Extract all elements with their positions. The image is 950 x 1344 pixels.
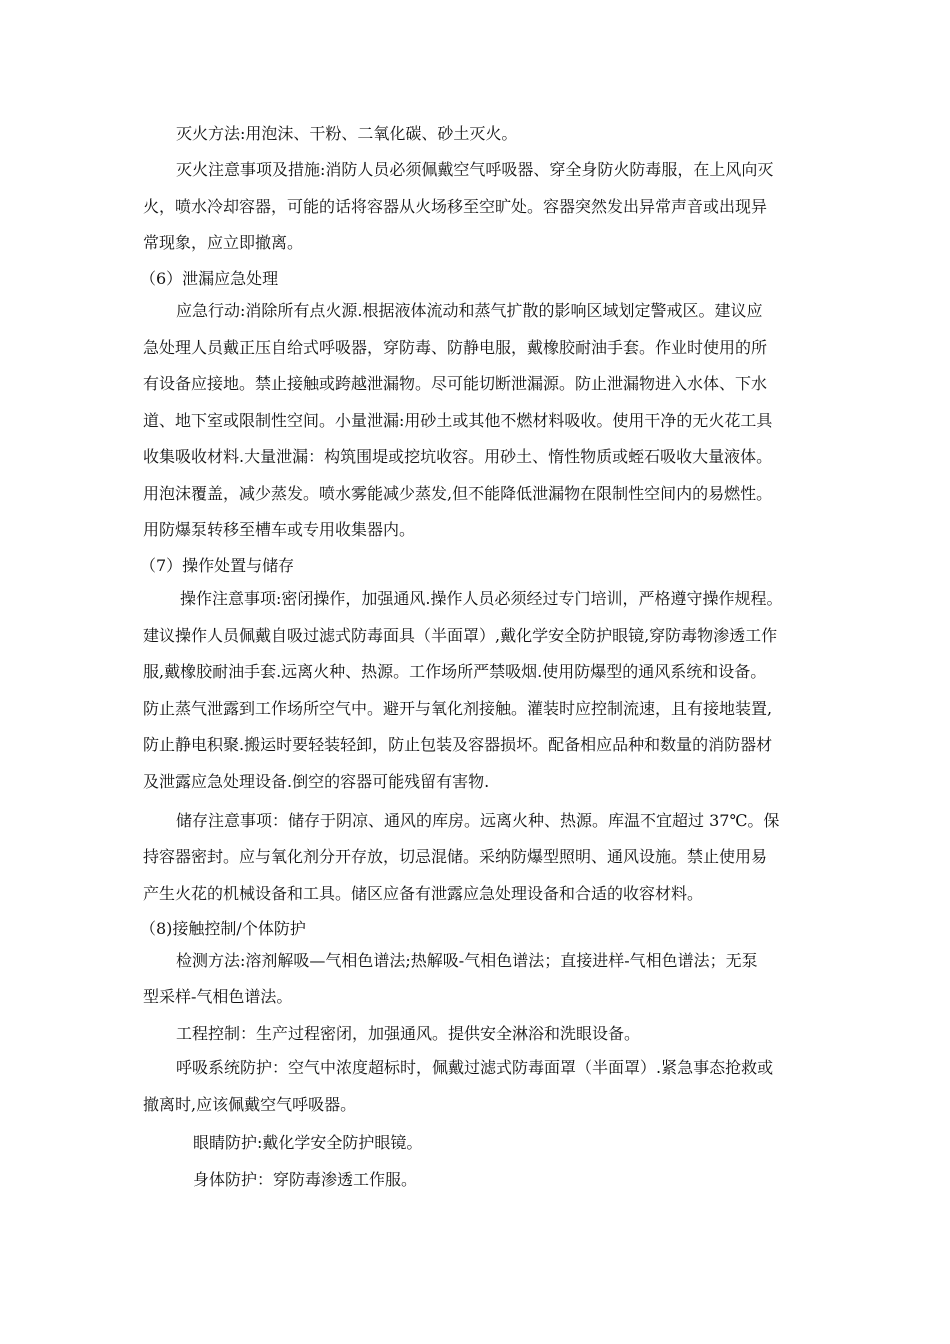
text-line: 型采样-气相色谱法。 [143, 987, 293, 1006]
text-line: 操作注意事项:密闭操作，加强通风.操作人员必须经过专门培训，严格遵守操作规程。 [180, 589, 783, 608]
text-line: 身体防护：穿防毒渗透工作服。 [193, 1170, 418, 1189]
text-line: 服,戴橡胶耐油手套.远离火种、热源。工作场所严禁吸烟.使用防爆型的通风系统和设备。 [143, 662, 767, 681]
text-line: 储存注意事项：储存于阴凉、通风的库房。远离火种、热源。库温不宜超过 37℃。保 [176, 811, 780, 830]
section-heading: （6）泄漏应急处理 [140, 269, 279, 288]
text-line: 建议操作人员佩戴自吸过滤式防毒面具（半面罩）,戴化学安全防护眼镜,穿防毒物渗透工作 [143, 626, 778, 645]
text-line: 急处理人员戴正压自给式呼吸器，穿防毒、防静电服，戴橡胶耐油手套。作业时使用的所 [143, 338, 768, 357]
text-line: 眼睛防护:戴化学安全防护眼镜。 [193, 1133, 423, 1152]
section-heading: （7）操作处置与储存 [140, 556, 295, 575]
text-line: 收集吸收材料.大量泄漏：构筑围堤或挖坑收容。用砂土、惰性物质或蛭石吸收大量液体。 [143, 447, 773, 466]
text-line: 持容器密封。应与氧化剂分开存放，切忌混储。采纳防爆型照明、通风设施。禁止使用易 [143, 847, 768, 866]
text-line: 撤离时,应该佩戴空气呼吸器。 [143, 1095, 357, 1114]
text-line: 工程控制：生产过程密闭，加强通风。提供安全淋浴和洗眼设备。 [176, 1024, 641, 1043]
text-line: 灭火方法:用泡沫、干粉、二氧化碳、砂土灭火。 [176, 124, 518, 143]
text-line: 道、地下室或限制性空间。小量泄漏:用砂土或其他不燃材料吸收。使用干净的无火花工具 [143, 411, 773, 430]
text-line: 产生火花的机械设备和工具。储区应备有泄露应急处理设备和合适的收容材料。 [143, 884, 704, 903]
text-line: 防止静电积聚.搬运时要轻装轻卸，防止包装及容器损坏。配备相应品种和数量的消防器材 [143, 735, 773, 754]
text-line: 及泄露应急处理设备.倒空的容器可能残留有害物. [143, 772, 490, 791]
text-line: 火，喷水冷却容器，可能的话将容器从火场移至空旷处。容器突然发出异常声音或出现异 [143, 197, 768, 216]
text-line: 灭火注意事项及措施:消防人员必须佩戴空气呼吸器、穿全身防火防毒服，在上风向灭 [176, 160, 774, 179]
text-line: 呼吸系统防护：空气中浓度超标时，佩戴过滤式防毒面罩（半面罩）.紧急事态抢救或 [176, 1058, 774, 1077]
text-line: 有设备应接地。禁止接触或跨越泄漏物。尽可能切断泄漏源。防止泄漏物进入水体、下水 [143, 374, 768, 393]
text-line: 应急行动:消除所有点火源.根据液体流动和蒸气扩散的影响区域划定警戒区。建议应 [176, 301, 763, 320]
text-line: 用泡沫覆盖，减少蒸发。喷水雾能减少蒸发,但不能降低泄漏物在限制性空间内的易燃性。 [143, 484, 773, 503]
text-line: 防止蒸气泄露到工作场所空气中。避开与氧化剂接触。灌装时应控制流速，且有接地装置, [143, 699, 773, 718]
text-line: 检测方法:溶剂解吸—气相色谱法;热解吸-气相色谱法；直接进样-气相色谱法；无泵 [176, 951, 758, 970]
section-heading: （8)接触控制/个体防护 [140, 919, 306, 938]
text-line: 用防爆泵转移至槽车或专用收集器内。 [143, 520, 416, 539]
text-line: 常现象，应立即撤离。 [143, 233, 304, 252]
